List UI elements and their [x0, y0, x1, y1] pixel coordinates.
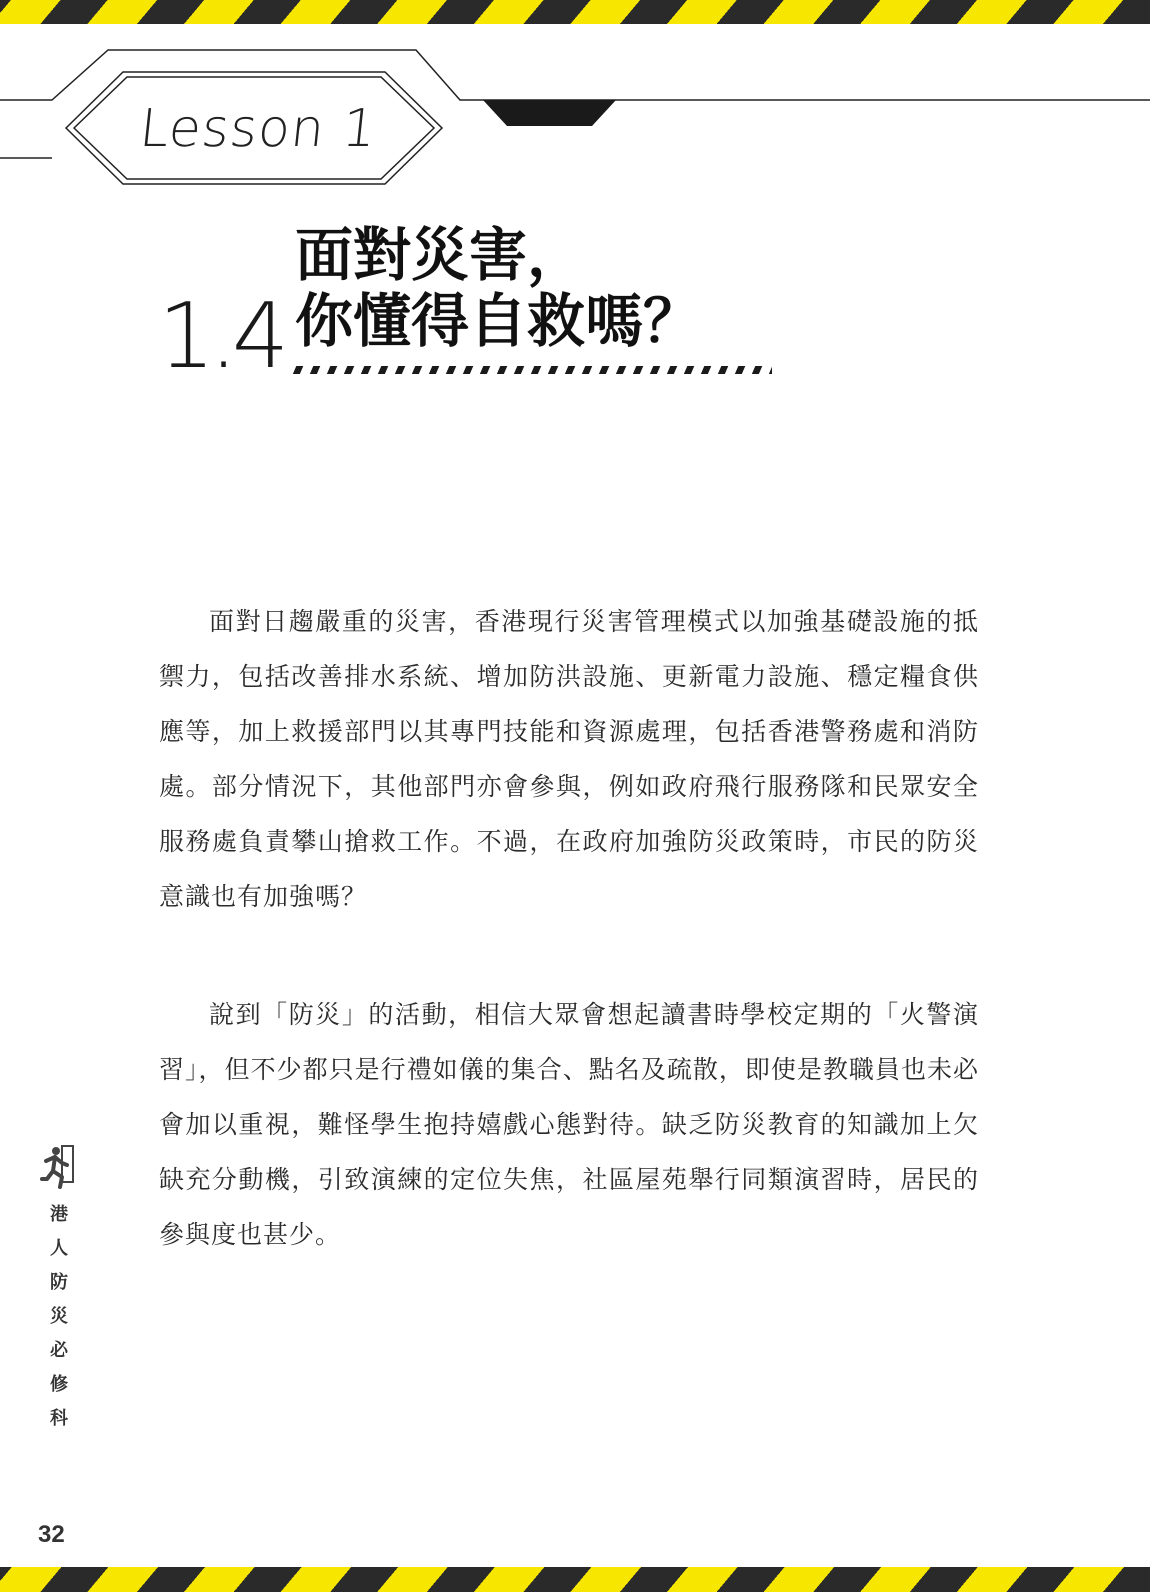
top-hazard-stripe [0, 0, 1150, 24]
page-number: 32 [38, 1521, 65, 1548]
section-title-line-1: 面對災害， [295, 221, 586, 289]
lesson-label: Lesson 1 [136, 99, 380, 159]
section-title [295, 222, 815, 354]
title-dash-underline [288, 362, 772, 376]
section-number: 1.4 [158, 284, 284, 389]
section-title-line-2: 你懂得自救嗎？ [295, 287, 702, 355]
book-title-vertical: 港人防災必修科 [50, 1204, 68, 1429]
bottom-hazard-stripe [0, 1567, 1150, 1592]
body-paragraph: 面對日趨嚴重的災害，香港現行災害管理模式以加強基礎設施的抵禦力，包括改善排水系統、增加防洪設施、更新電力設施、穩定糧食供應等，加上救援部門以其專門技能和資源處理，包括香港警務處和消防處。部分情況下，其他部門亦會參與，例如政府飛行服務隊和民眾安全服務處負責攀山搶救工作。不過，在政府加強防災政策時，市民的防災意識也有加強嗎？ [159, 607, 979, 911]
body-paragraph: 說到「防災」的活動，相信大眾會想起讀書時學校定期的「火警演習」，但不少都只是行禮如儀的集合、點名及疏散，即使是教職員也未必會加以重視，難怪學生抱持嬉戲心態對待。缺乏防災教育的知識加上欠缺充分動機，引致演練的定位失焦，社區屋苑舉行同類演習時，居民的參與度也甚少。 [159, 1000, 979, 1249]
running-person-icon [40, 1145, 74, 1189]
